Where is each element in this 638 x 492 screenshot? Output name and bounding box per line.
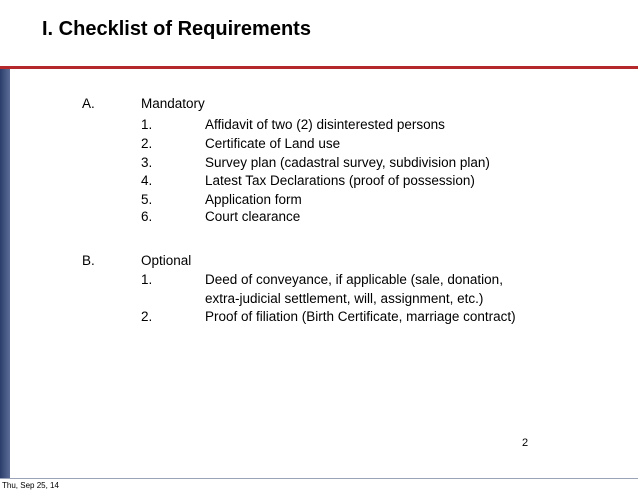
list-item-number: 3.: [141, 155, 153, 170]
header-divider: [0, 66, 638, 69]
list-item-number: 2.: [141, 309, 153, 324]
list-item-number: 1.: [141, 117, 153, 132]
list-item-text-continued: extra-judicial settlement, will, assignment, etc.): [205, 291, 484, 306]
list-item-text: Deed of conveyance, if applicable (sale, donation,: [205, 272, 503, 287]
list-item-text: Proof of filiation (Birth Certificate, marriage contract): [205, 309, 516, 324]
list-item-text: Affidavit of two (2) disinterested persons: [205, 117, 445, 132]
left-accent-band: [0, 69, 10, 478]
section-b-letter: B.: [82, 253, 95, 268]
slide-title: I. Checklist of Requirements: [42, 18, 311, 40]
list-item-text: Survey plan (cadastral survey, subdivision plan): [205, 155, 490, 170]
list-item-text: Court clearance: [205, 209, 301, 224]
list-item-text: Certificate of Land use: [205, 136, 341, 151]
slide-footer: [0, 478, 638, 492]
list-item-text: Application form: [205, 192, 302, 207]
list-item-number: 1.: [141, 272, 153, 287]
list-item-text: Latest Tax Declarations (proof of possession): [205, 173, 475, 188]
list-item-number: 5.: [141, 192, 153, 207]
section-a-heading: Mandatory: [141, 96, 205, 111]
list-item-number: 4.: [141, 173, 153, 188]
footer-date: Thu, Sep 25, 14: [2, 481, 59, 490]
section-b-heading: Optional: [141, 253, 192, 268]
section-a-letter: A.: [82, 96, 95, 111]
list-item-number: 2.: [141, 136, 153, 151]
list-item-number: 6.: [141, 209, 153, 224]
page-number: 2: [522, 437, 529, 449]
